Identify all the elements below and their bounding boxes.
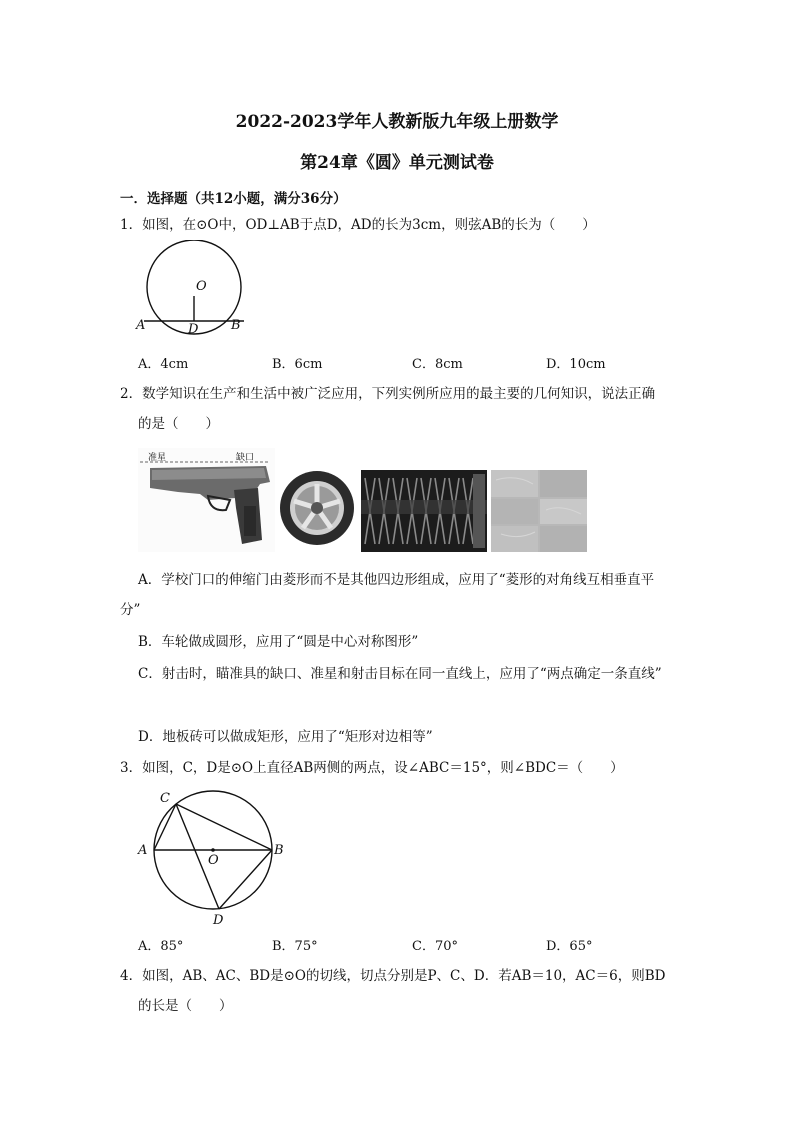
q2-option-d: D．地板砖可以做成矩形，应用了“矩形对边相等” [138, 729, 433, 745]
question-4-text-line2: 的长是（ ） [138, 998, 233, 1014]
q2-option-c: C．射击时，瞄准具的缺口、准星和射击目标在同一直线上，应用了“两点确定一条直线” [138, 666, 662, 682]
q3-option-c: C．70° [412, 939, 458, 954]
q3-option-b: B．75° [272, 939, 318, 954]
question-3-text: 3．如图，C，D是⊙O上直径AB两侧的两点，设∠ABC＝15°，则∠BDC＝（ ） [120, 760, 624, 776]
chapter-title: 第24章《圆》单元测试卷 [300, 153, 494, 173]
q3-option-a: A．85° [138, 939, 184, 954]
floor-tile-image [491, 470, 587, 552]
q1-label-d: D [188, 322, 199, 337]
q2-option-a-line2: 分” [120, 602, 141, 618]
q1-label-b: B [231, 318, 241, 333]
q1-label-a: A [136, 318, 146, 333]
q3-label-a: A [138, 843, 148, 858]
pistol-image [138, 448, 275, 552]
question-4-text-line1: 4．如图，AB、AC、BD是⊙O的切线，切点分别是P、C、D．若AB＝10，AC＝6，则BD [120, 968, 666, 984]
question-1-text: 1．如图，在⊙O中，OD⊥AB于点D，AD的长为3cm，则弦AB的长为（ ） [120, 217, 596, 233]
q1-option-a: A．4cm [138, 357, 189, 372]
question-1-figure [130, 240, 260, 340]
question-2-text-line1: 2．数学知识在生产和生活中被广泛应用，下列实例所应用的最主要的几何知识，说法正确 [120, 386, 656, 402]
q3-option-d: D．65° [546, 939, 593, 954]
section-heading: 一．选择题（共12小题，满分36分） [120, 191, 347, 207]
front-sight-label: 准星 [148, 453, 167, 463]
q2-option-b: B．车轮做成圆形，应用了“圆是中心对称图形” [138, 634, 419, 650]
wheel-image [278, 468, 356, 548]
notch-label: 缺口 [236, 453, 255, 463]
question-2-text-line2: 的是（ ） [138, 416, 219, 432]
q3-label-b: B [274, 843, 284, 858]
page-title: 2022-2023学年人教新版九年级上册数学 [235, 112, 559, 132]
q3-label-c: C [160, 791, 170, 806]
q2-option-a-line1: A．学校门口的伸缩门由菱形而不是其他四边形组成，应用了“菱形的对角线互相垂直平 [138, 572, 655, 588]
q3-label-d: D [213, 913, 224, 926]
q3-label-o: O [208, 853, 219, 868]
question-3-figure [136, 790, 288, 926]
q1-option-b: B．6cm [272, 357, 323, 372]
q1-option-d: D．10cm [546, 357, 606, 372]
q1-label-o: O [196, 279, 207, 294]
gate-image [361, 470, 487, 552]
q1-option-c: C．8cm [412, 357, 463, 372]
